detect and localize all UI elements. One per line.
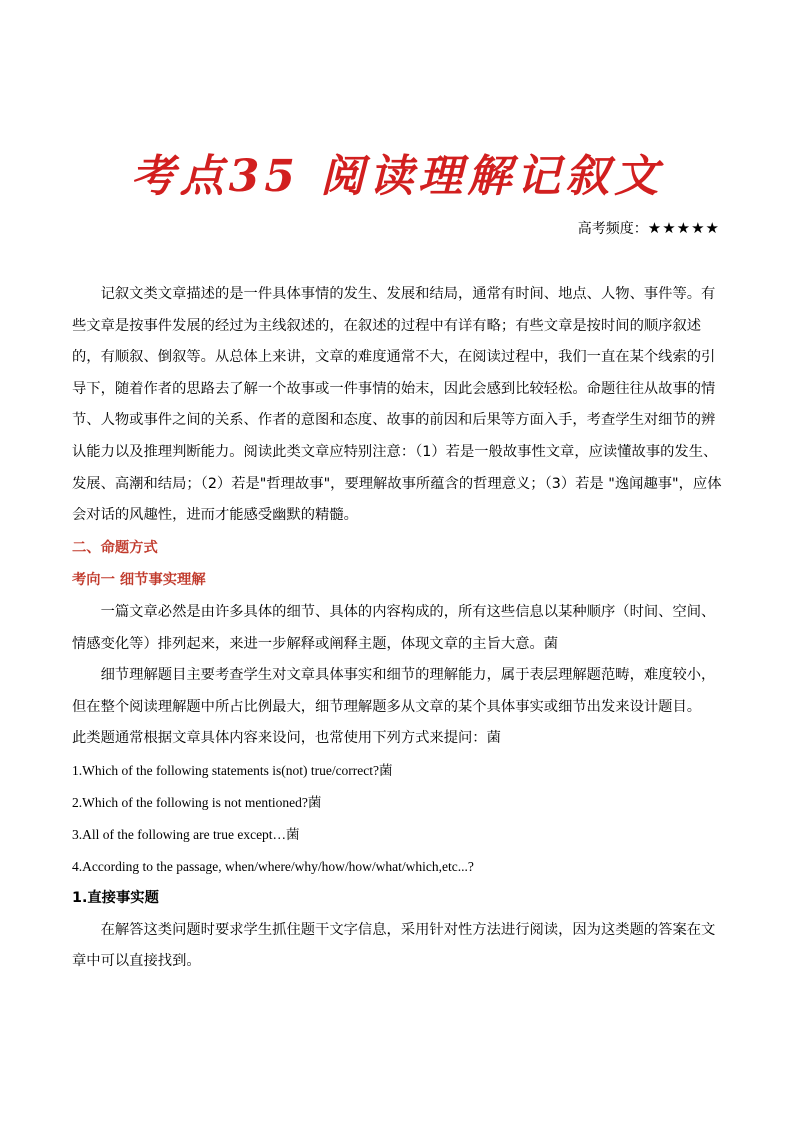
page-title: 考点35 阅读理解记叙文 (130, 151, 664, 202)
frequency-rating (578, 218, 720, 238)
detail-paragraph-1: 一篇文章必然是由许多具体的细节、具体的内容构成的，所有这些信息以某种顺序（时间、空间、情感变化等）排列起来，来进一步解释或阐释主题，体现文章的主旨大意。菌 (72, 603, 716, 652)
detail-paragraph-2: 细节理解题目主要考查学生对文章具体事实和细节的理解能力，属于表层理解题范畴，难度较小，但在整个阅读理解题中所占比例最大，细节理解题多从文章的某个具体事实或细节出发来设计题目。 (72, 667, 716, 715)
question-form-item: 3.All of the following are true except…菌 (72, 826, 300, 842)
question-forms-list (72, 755, 722, 883)
question-form-item: 2.Which of the following is not mentioned?菌 (72, 794, 322, 810)
question-intro-paragraph: 此类题通常根据文章具体内容来设问，也常使用下列方式来提问：菌 (72, 730, 501, 747)
direct-fact-heading: 1.直接事实题 (72, 889, 159, 906)
intro-paragraph: 记叙文类文章描述的是一件具体事情的发生、发展和结局，通常有时间、地点、人物、事件等。有些文章是按事件发展的经过为主线叙述的，在叙述的过程中有详有略；有些文章是按时间的顺序叙述的，有顺叙、倒叙等。从总体上来讲，文章的难度通常不大，在阅读过程中，我们一直在某个线索的引导下，随着作者的思路去了解一个故事或一件事情的始末，因此会感到比较轻松。命题往往从故事的情节、人物或事件之间的关系、作者的意图和态度、故事的前因和后果等方面入手，考查学生对细节的辨认能力以及推理判断能力。阅读此类文章应特别注意：（1）若是一般故事性文章，应读懂故事的发生、发展、高潮和结局；（2）若是"哲理故事"，要理解故事所蕴含的哲理意义；（3）若是 "逸闻趣事"，应体会对话的风趣性，进而才能感受幽默的精髓。 (72, 286, 722, 524)
sub-heading: 考向一 细节事实理解 (72, 572, 206, 589)
question-form-item: 4.According to the passage, when/where/why/how/how/what/which,etc...? (72, 858, 474, 874)
section-heading: 二、命题方式 (72, 539, 158, 556)
document-body (72, 279, 722, 978)
frequency-label: 高考频度： (577, 221, 648, 237)
star-rating-icon: ★★★★★ (647, 219, 720, 237)
direct-fact-paragraph: 在解答这类问题时要求学生抓住题干文字信息，采用针对性方法进行阅读，因为这类题的答案在文章中可以直接找到。 (72, 921, 716, 970)
question-form-item: 1.Which of the following statements is(not) true/correct?菌 (72, 762, 393, 778)
